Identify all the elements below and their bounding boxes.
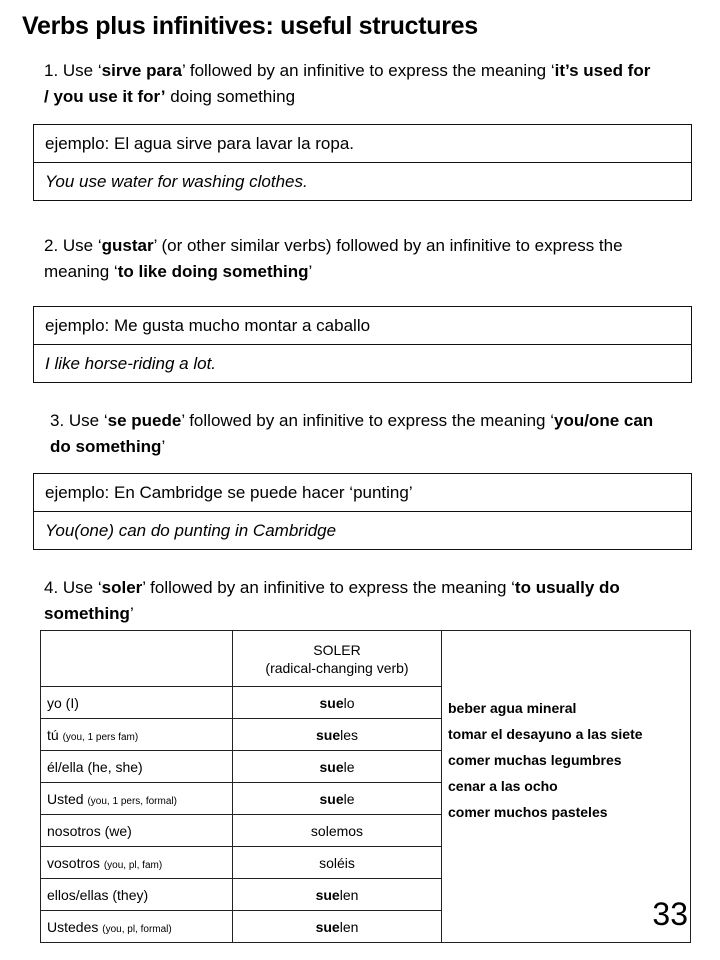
intro-text: 3. Use ‘ xyxy=(50,411,108,430)
pronoun: tú xyxy=(47,726,63,743)
intro-text: 4. Use ‘ xyxy=(44,578,102,597)
conjugation-ending: soléis xyxy=(319,854,355,871)
example-spanish: ejemplo: En Cambridge se puede hacer ‘punting’ xyxy=(45,483,413,502)
conjugation-cell xyxy=(233,687,442,719)
pronoun-note: (you, pl, fam) xyxy=(103,859,163,871)
example-spanish: ejemplo: El agua sirve para lavar la ropa. xyxy=(45,134,354,153)
soler-conjugation-table xyxy=(40,630,691,943)
intro-key-meaning: it’s used for / you use it for’ xyxy=(44,61,651,106)
example-activity: comer muchas legumbres xyxy=(448,752,622,768)
header-verb-cell xyxy=(233,631,442,687)
pronoun: Ustedes xyxy=(47,918,103,935)
pronoun: nosotros (we) xyxy=(47,822,132,839)
example-activity: tomar el desayuno a las siete xyxy=(448,726,643,742)
page-number: 33 xyxy=(652,896,688,932)
conjugation-cell xyxy=(233,719,442,751)
example-spanish: ejemplo: Me gusta mucho montar a caballo xyxy=(45,316,371,335)
pronoun: vosotros xyxy=(47,854,104,871)
pronoun: Usted xyxy=(47,790,88,807)
pronoun-cell xyxy=(41,879,233,911)
pronoun-cell xyxy=(41,719,233,751)
conjugation-ending: solemos xyxy=(310,822,364,839)
conjugation-stem: sue xyxy=(315,886,340,903)
pronoun: ellos/ellas (they) xyxy=(47,886,149,903)
header-verb: SOLER xyxy=(313,641,361,658)
intro-text: 2. Use ‘ xyxy=(44,236,102,255)
example-activity: beber agua mineral xyxy=(448,700,577,716)
conjugation-ending: les xyxy=(340,726,359,743)
intro-key-term: soler xyxy=(101,578,143,597)
conjugation-cell xyxy=(233,751,442,783)
example-english: I like horse-riding a lot. xyxy=(34,344,691,382)
intro-key-term: gustar xyxy=(101,236,154,255)
section-3-intro xyxy=(50,408,670,460)
conjugation-stem: sue xyxy=(315,726,341,743)
section-1-intro xyxy=(44,58,654,110)
pronoun-cell xyxy=(41,751,233,783)
intro-key-term: sirve para xyxy=(101,61,182,80)
pronoun-cell xyxy=(41,687,233,719)
conjugation-cell xyxy=(233,847,442,879)
intro-text: ’ xyxy=(308,262,313,281)
intro-key-meaning: to like doing something xyxy=(117,262,309,281)
example-box-2 xyxy=(33,306,692,383)
conjugation-cell xyxy=(233,911,442,943)
conjugation-cell xyxy=(233,815,442,847)
pronoun-cell xyxy=(41,911,233,943)
conjugation-stem: sue xyxy=(319,758,344,775)
example-activity: cenar a las ocho xyxy=(448,778,558,794)
pronoun-cell xyxy=(41,815,233,847)
intro-text: 1. Use ‘ xyxy=(44,61,102,80)
intro-text: doing something xyxy=(165,87,296,106)
pronoun: yo (I) xyxy=(47,694,79,711)
example-box-1 xyxy=(33,124,692,201)
section-4-intro xyxy=(44,575,694,627)
intro-key-meaning: you/one can do something xyxy=(50,411,654,456)
intro-text: ’ xyxy=(161,437,166,456)
intro-key-term: se puede xyxy=(107,411,182,430)
intro-text: ’ (or other similar verbs) followed by an infinitive to express the meaning ‘ xyxy=(44,236,623,281)
header-empty-cell xyxy=(41,631,233,687)
section-2-intro xyxy=(44,233,684,285)
page-title: Verbs plus infinitives: useful structures xyxy=(22,12,478,40)
conjugation-stem: sue xyxy=(315,918,340,935)
conjugation-cell xyxy=(233,879,442,911)
example-activity: comer muchos pasteles xyxy=(448,804,608,820)
pronoun-cell xyxy=(41,847,233,879)
intro-text: ’ followed by an infinitive to express the meaning ‘ xyxy=(181,61,555,80)
intro-text: ’ followed by an infinitive to express the meaning ‘ xyxy=(142,578,515,597)
intro-text: ’ followed by an infinitive to express the meaning ‘ xyxy=(181,411,554,430)
pronoun-note: (you, pl, formal) xyxy=(102,923,172,935)
conjugation-stem: sue xyxy=(319,694,344,711)
pronoun: él/ella (he, she) xyxy=(47,758,143,775)
conjugation-ending: le xyxy=(343,790,355,807)
conjugation-ending: le xyxy=(343,758,355,775)
pronoun-note: (you, 1 pers fam) xyxy=(62,731,139,743)
header-verb-note: (radical-changing verb) xyxy=(265,659,409,676)
example-english: You(one) can do punting in Cambridge xyxy=(34,511,691,549)
conjugation-ending: len xyxy=(339,918,359,935)
example-english: You use water for washing clothes. xyxy=(34,162,691,200)
pronoun-note: (you, 1 pers, formal) xyxy=(87,795,177,807)
intro-text: ’ xyxy=(129,604,134,623)
conjugation-stem: sue xyxy=(319,790,344,807)
conjugation-ending: lo xyxy=(343,694,355,711)
example-box-3 xyxy=(33,473,692,550)
pronoun-cell xyxy=(41,783,233,815)
intro-key-meaning: to usually do something xyxy=(44,578,620,623)
conjugation-ending: len xyxy=(339,886,359,903)
table-header-row xyxy=(41,631,691,687)
conjugation-cell xyxy=(233,783,442,815)
